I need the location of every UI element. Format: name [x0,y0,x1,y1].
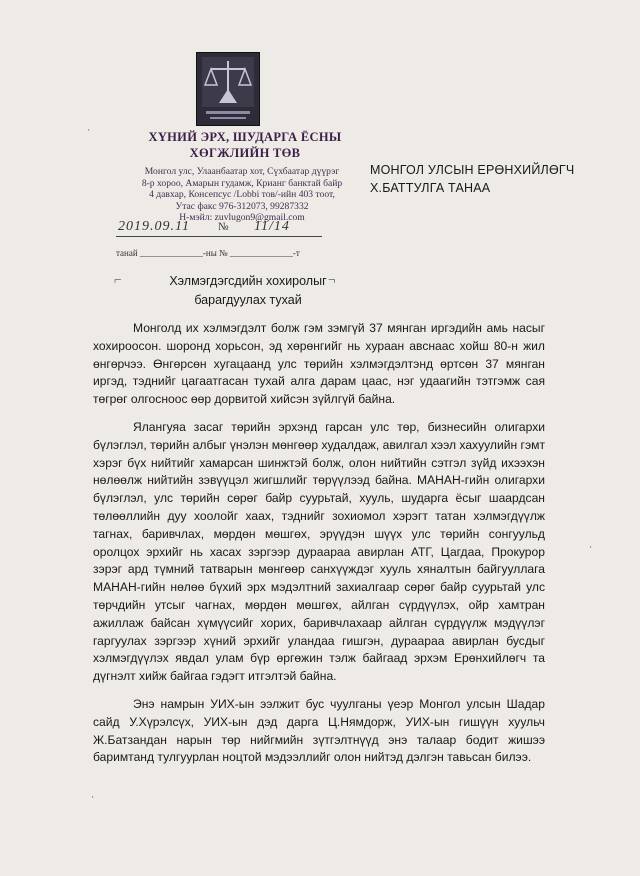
letter-body [93,320,545,777]
body-paragraph: Энэ намрын УИХ-ын ээлжит бус чуулганы үеэр Монгол улсын Шадар сайд У.Хүрэлсүх, УИХ-ын дэд дарга Ц.Нямдорж, УИХ-ын гишүүн хуульч Ж.Батзандан нарын төр нийгмийн зүтгэлтнүүд энэ талаар бодит жишээ баримтанд тулгуурлан ноцтой мэдээллийг олон нийтэд дэлгэн тавьсан билээ. [93,696,545,765]
letter-number: 11/14 [254,219,290,234]
contact-line: Н-мэйл: zuvlugon9@gmail.com [179,212,305,224]
scan-speck: ' [590,545,592,554]
contact-line: 8-р хороо, Амарын гудамж, Крианг банктай байр [141,177,343,189]
scales-emblem-icon [197,53,259,125]
contact-line: Утас факс 976-312073, 99287332 [175,200,309,212]
contact-line: 4 давхар, Консепсус /Lobbi тов/-ийн 403 тоот, [149,189,335,201]
reference-line: танай ______________-ны № ______________-т [116,248,300,258]
organization-name: ХҮНИЙ ЭРХ, ШУДАРГА ЁСНЫ [148,130,342,144]
date-number-line [116,218,322,237]
recipient-title: МОНГОЛ УЛСЫН ЕРӨНХИЙЛӨГЧ [370,163,575,177]
number-label: № [218,221,229,233]
subject-heading [150,272,346,310]
organization-name-line2: ХӨГЖЛИЙН ТӨВ [189,146,301,160]
subject-bracket-right: ¬ [328,272,336,287]
subject-line: барагдуулах тухай [194,293,302,307]
body-paragraph: Монголд их хэлмэгдэлт болж гэм зэмгүй 37 мянган иргэдийн амь насыг хохироосон. шоронд хорьсон, эд хөрөнгийг нь хураан авснаас хойш 80-н жил өнгөрчээ. Өнгөрсөн хугацаанд улс төрийн хэлмэгдэлтэнд өртсөн 37 мянган иргэд, тэднийг цагаатгасан тухай алга дарам цаас, нэг удаагийн тэтгэмж сая төгрөг олгосноос өөр дорвитой хийсэн зүйлгүй байна. [93,321,545,407]
contact-block [112,166,372,224]
organization-logo [196,52,260,126]
letter-date: 2019.09.11 [118,219,190,234]
scan-speck: ' [92,795,94,804]
recipient-name: Х.БАТТУЛГА ТАНАА [370,181,491,195]
contact-line: Монгол улс, Улаанбаатар хот, Сүхбаатар дүүрэг [144,166,340,177]
subject-line: Хэлмэгдэгсдийн хохиролыг [169,274,327,288]
scan-speck: ' [88,128,90,137]
subject-bracket-left: ⌐ [114,272,122,287]
body-paragraph: Ялангуяа засаг төрийн эрхэнд гарсан улс төр, бизнесийн олигархи бүлэглэл, төрийн албыг үнэлэн мөнгөөр худалдаж, авилгал хээл хахуулийн гэмт хэрэг бүх нийтийг хамарсан шинжтэй болж, олон нийтийн сэтгэл зүйд ихээхэн нөлөөлж нийтийн зэвүүцэл жигшлийг төрүүлээд байна. МАНАН-гийн олигархи бүлэглэл, улс төрийн сөрөг байр суурьтай, хууль, шударга ёсыг шаардсан төлөөллийн дуу хоолойг хаах, тэднийг зохиомол хэрэгт татан хэлмэгдүүлж тагнах, баривчлах, мөрдөн мөшгөх, эрүүдэн шүүх улс төрийн сонгуульд оролцох эрхийг нь хасах зэргээр дураараа авирлан АТГ, Цагдаа, Прокурор зэрэг ард түмний татварын мөнгөөр санхүүждэг хууль хяналтын байгууллага МАНАН-гийн нөлөө бүхий эрх мэдэлтний захиалгаар сөрөг байр суурьтай улс төрчдийн утсыг чагнах, мөрдөн мөшгөх, айлган сүрдүүлэх, ойр хамтран ажиллаж байсан хүмүүсийг хорих, баривчлахаар айлган сүрдүүлж мэдүүлэг гаргуулах зэргээр хүний эрхийг уландаа гишгэн, дураараа авирлан бусдыг хэлмэгдүүлэх явдал улам бүр өргөжин тэлж байгаад эрхэм Ерөнхийлөгч та дүгнэлт хийж байгаа гэдэгт итгэлтэй байна. [93,419,545,684]
